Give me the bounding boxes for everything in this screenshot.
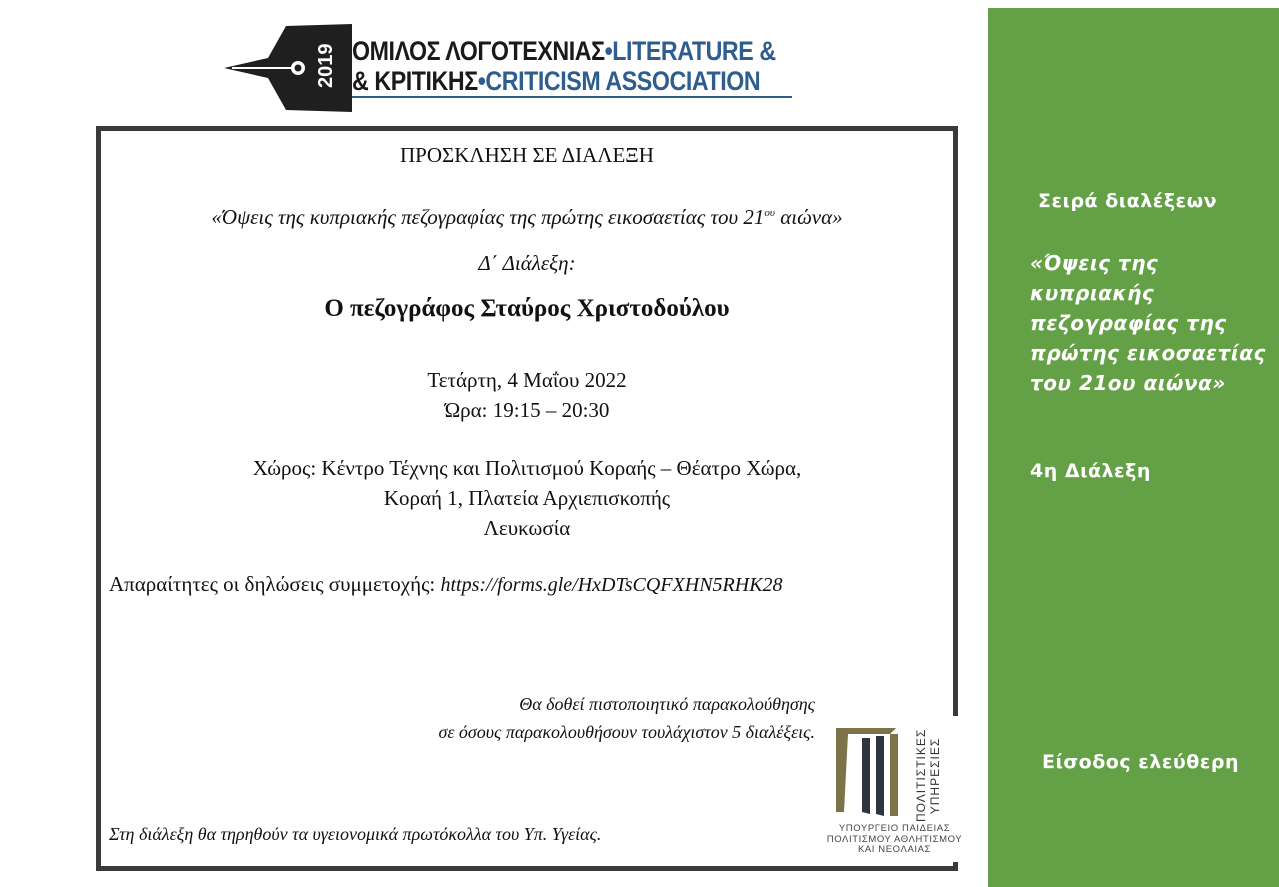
ministry-caption-line-2: ΠΟΛΙΤΙΣΜΟΥ ΑΘΛΗΤΙΣΜΟΥ bbox=[826, 833, 963, 845]
logo-greek-line-2: & ΚΡΙΤΙΚΗΣ bbox=[352, 66, 478, 96]
venue-line-2: Κοραή 1, Πλατεία Αρχιεπισκοπής bbox=[383, 486, 671, 510]
sidebar-lecture-number: 4η Διάλεξη bbox=[1030, 460, 1151, 482]
logo-separator-2: • bbox=[477, 66, 486, 96]
ministry-logo bbox=[818, 716, 971, 862]
ministry-caption-line-1: ΥΠΟΥΡΓΕΙΟ ΠΑΙΔΕΙΑΣ bbox=[838, 823, 951, 834]
series-title bbox=[101, 205, 953, 230]
cultural-services-text: ΠΟΛΙΤΙΣΤΙΚΕΣ ΥΠΗΡΕΣΙΕΣ bbox=[914, 728, 942, 822]
certificate-note-line-2: σε όσους παρακολουθήσουν τουλάχιστον 5 διαλέξεις. bbox=[438, 722, 815, 742]
sidebar-series-title: «Όψεις της κυπριακής πεζογραφίας της πρώτης εικοσαετίας του 21ου αιώνα» bbox=[1030, 251, 1266, 395]
logo-year: 2019 bbox=[315, 43, 337, 88]
certificate-note-line-1: Θα δοθεί πιστοποιητικό παρακολούθησης bbox=[519, 694, 815, 714]
lecture-number: Δ΄ Διάλεξη: bbox=[478, 251, 576, 275]
logo-line-2 bbox=[352, 66, 760, 97]
health-protocol-note: Στη διάλεξη θα τηρηθούν τα υγειονομικά πρωτόκολλα του Υπ. Υγείας. bbox=[109, 824, 602, 844]
sidebar-free-entry: Είσοδος ελεύθερη bbox=[1042, 751, 1239, 773]
association-logo bbox=[224, 24, 794, 112]
speaker-title: Ο πεζογράφος Σταύρος Χριστοδούλου bbox=[324, 295, 730, 322]
ministry-emblem-icon bbox=[818, 716, 918, 822]
logo-english-line-2: CRITICISM ASSOCIATION bbox=[485, 66, 761, 96]
logo-underline bbox=[352, 96, 792, 98]
series-title-text: «Όψεις της κυπριακής πεζογραφίας της πρώτης εικοσαετίας του 21 bbox=[211, 205, 765, 229]
logo-english-line-1: LITERATURE & bbox=[612, 36, 776, 66]
registration-label: Απαραίτητες οι δηλώσεις συμμετοχής: bbox=[109, 572, 436, 596]
ministry-caption bbox=[818, 824, 971, 856]
logo-greek-line-1: ΟΜΙΛΟΣ ΛΟΓΟΤΕΧΝΙΑΣ bbox=[352, 36, 605, 66]
registration-link[interactable]: https://forms.gle/HxDTsCQFXHN5RHK28 bbox=[440, 574, 783, 596]
venue-line-3: Λευκωσία bbox=[483, 516, 571, 540]
sidebar-title: Σειρά διαλέξεων bbox=[1038, 190, 1218, 212]
registration bbox=[109, 572, 783, 597]
series-title-end: αιώνα» bbox=[774, 205, 843, 229]
logo-separator: • bbox=[604, 36, 613, 66]
logo-line-1 bbox=[352, 36, 776, 67]
venue-line-1: Χώρος: Κέντρο Τέχνης και Πολιτισμού Κοραής – Θέατρο Χώρα, bbox=[252, 456, 802, 480]
cultural-services-label bbox=[914, 730, 970, 822]
invitation-heading: ΠΡΟΣΚΛΗΣΗ ΣΕ ΔΙΑΛΕΞΗ bbox=[400, 143, 654, 167]
series-title-superscript: ου bbox=[764, 207, 775, 219]
event-date: Τετάρτη, 4 Μαΐου 2022 bbox=[427, 368, 627, 392]
ministry-caption-line-3: ΚΑΙ ΝΕΟΛΑΙΑΣ bbox=[857, 844, 932, 855]
event-time: Ώρα: 19:15 – 20:30 bbox=[444, 398, 610, 422]
green-sidebar bbox=[988, 8, 1279, 887]
